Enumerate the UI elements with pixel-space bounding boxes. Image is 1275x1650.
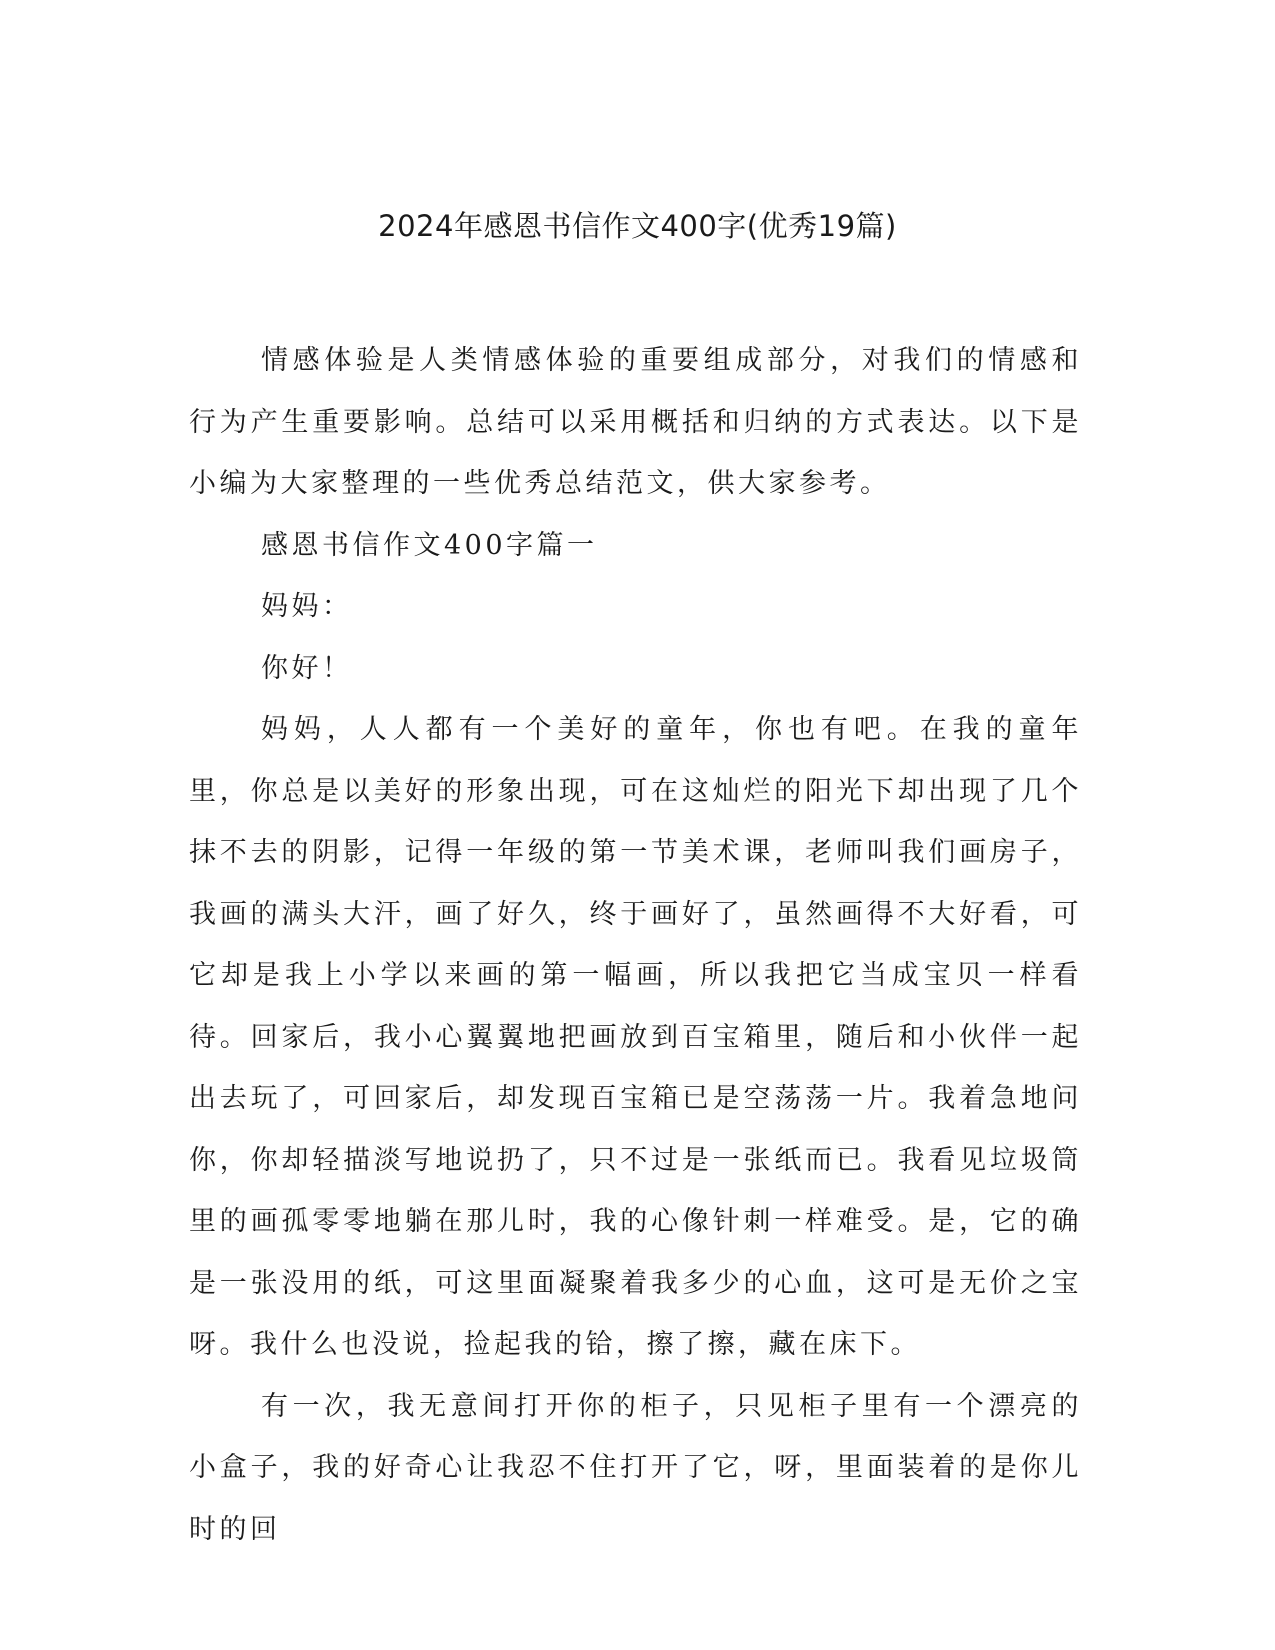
letter-paragraph-1: 妈妈，人人都有一个美好的童年，你也有吧。在我的童年里，你总是以美好的形象出现，可在这灿烂的阳光下却出现了几个抹不去的阴影，记得一年级的第一节美术课，老师叫我们画房子，我画的满头大汗，画了好久，终于画好了，虽然画得不大好看，可它却是我上小学以来画的第一幅画，所以我把它当成宝贝一样看待。回家后，我小心翼翼地把画放到百宝箱里，随后和小伙伴一起出去玩了，可回家后，却发现百宝箱已是空荡荡一片。我着急地问你，你却轻描淡写地说扔了，只不过是一张纸而已。我看见垃圾筒里的画孤零零地躺在那儿时，我的心像针刺一样难受。是，它的确是一张没用的纸，可这里面凝聚着我多少的心血，这可是无价之宝呀。我什么也没说，捡起我的铪，擦了擦，藏在床下。 xyxy=(189,714,1082,1360)
letter-salutation: 妈妈： xyxy=(261,591,353,622)
letter-paragraph-2: 有一次，我无意间打开你的柜子，只见柜子里有一个漂亮的小盒子，我的好奇心让我忍不住打开了它，呀，里面装着的是你儿时的回 xyxy=(189,1390,1082,1545)
document-body xyxy=(189,330,1082,1560)
intro-paragraph: 情感体验是人类情感体验的重要组成部分，对我们的情感和行为产生重要影响。总结可以采用概括和归纳的方式表达。以下是小编为大家整理的一些优秀总结范文，供大家参考。 xyxy=(189,345,1082,499)
section-heading: 感恩书信作文400字篇一 xyxy=(261,529,598,561)
letter-greeting: 你好！ xyxy=(261,652,353,684)
document-title: 2024年感恩书信作文400字(优秀19篇) xyxy=(378,209,897,243)
